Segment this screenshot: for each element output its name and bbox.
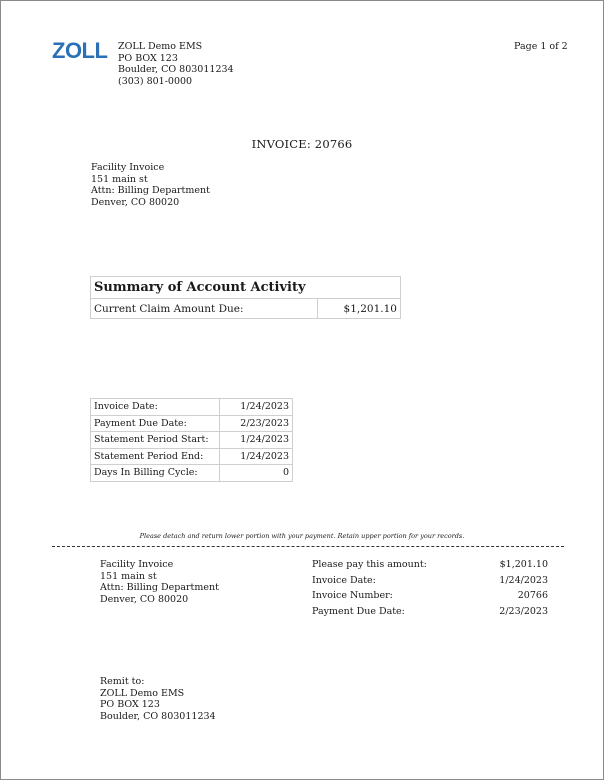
payment-label: Please pay this amount: [312,559,427,570]
summary-amount: $1,201.10 [318,299,401,319]
table-row [91,415,293,432]
date-value: 0 [220,465,293,482]
remittance-address [100,559,219,605]
remit-to-name: ZOLL Demo EMS [100,687,185,699]
date-label: Payment Due Date: [91,415,220,432]
company-address [118,41,234,87]
payment-row [312,606,548,622]
date-label: Days In Billing Cycle: [91,465,220,482]
date-value: 1/24/2023 [220,448,293,465]
remit-to-block [100,676,216,722]
payment-label: Invoice Number: [312,590,393,601]
bill-to-name: Facility Invoice [91,162,165,173]
detach-note: Please detach and return lower portion with your payment. Retain upper portion for your records. [139,532,465,540]
table-row [91,399,293,416]
invoice-dates-table [90,398,293,482]
payment-value: 1/24/2023 [499,574,548,586]
detach-line [52,546,564,547]
bill-to-street: 151 main st [91,173,148,185]
payment-row [312,559,548,575]
zoll-logo: ZOLL [52,38,108,63]
bill-to-city: Denver, CO 80020 [91,196,180,208]
date-label: Invoice Date: [91,399,220,416]
remit-city: Denver, CO 80020 [100,593,189,605]
date-value: 1/24/2023 [220,399,293,416]
table-row [91,432,293,449]
invoice-title: INVOICE: 20766 [251,137,353,151]
payment-details [312,559,548,621]
remit-to-street: PO BOX 123 [100,699,160,710]
table-row [91,465,293,482]
summary-label: Current Claim Amount Due: [91,299,318,319]
remit-name: Facility Invoice [100,559,174,570]
date-label: Statement Period Start: [91,432,220,449]
remit-to-city: Boulder, CO 803011234 [100,710,216,722]
company-street: PO BOX 123 [118,52,178,64]
bill-to-attn: Attn: Billing Department [91,185,210,196]
company-name: ZOLL Demo EMS [118,41,203,52]
payment-value: 20766 [517,590,548,601]
payment-value: 2/23/2023 [499,605,548,617]
payment-value: $1,201.10 [499,559,548,570]
summary-table [90,276,401,319]
company-phone: (303) 801-0000 [118,75,193,87]
page-number: Page 1 of 2 [514,41,568,52]
summary-title: Summary of Account Activity [91,277,401,299]
remit-to-label: Remit to: [100,676,145,687]
payment-label: Invoice Date: [312,574,376,586]
date-value: 1/24/2023 [220,432,293,449]
remit-attn: Attn: Billing Department [100,582,219,593]
date-value: 2/23/2023 [220,415,293,432]
payment-row [312,575,548,591]
date-label: Statement Period End: [91,448,220,465]
table-row [91,448,293,465]
company-city: Boulder, CO 803011234 [118,64,234,75]
payment-row [312,590,548,606]
bill-to-address [91,162,210,208]
payment-label: Payment Due Date: [312,605,405,617]
remit-street: 151 main st [100,570,157,582]
